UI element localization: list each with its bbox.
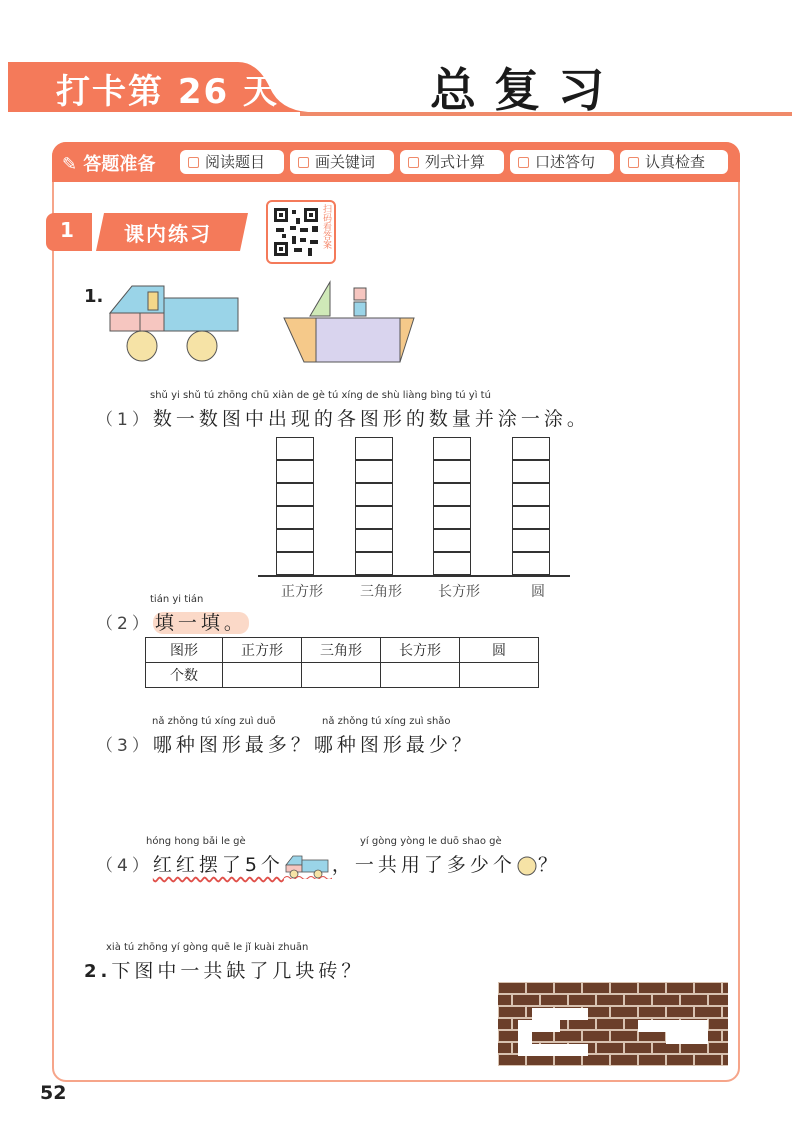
boat-sail-shape bbox=[310, 282, 330, 316]
brick bbox=[723, 1031, 729, 1042]
page-title: 总复习 bbox=[430, 63, 622, 117]
question-text: 红红摆了5个 bbox=[152, 854, 284, 876]
table-cell: 正方形 bbox=[223, 638, 302, 663]
sub-question-1 bbox=[96, 390, 590, 431]
brick bbox=[625, 1043, 652, 1054]
table-header-row bbox=[146, 638, 539, 663]
grid-cell[interactable] bbox=[276, 483, 314, 506]
sub-question-3 bbox=[96, 716, 475, 757]
brick bbox=[611, 1007, 638, 1018]
brick bbox=[695, 1007, 722, 1018]
boat-hull-shape bbox=[316, 318, 400, 362]
brick bbox=[667, 983, 694, 994]
brick bbox=[513, 995, 540, 1006]
brick bbox=[611, 1055, 638, 1066]
brick bbox=[681, 995, 708, 1006]
brick bbox=[569, 995, 596, 1006]
grid-cell[interactable] bbox=[512, 506, 550, 529]
brick bbox=[499, 1007, 526, 1018]
truck-icon bbox=[284, 853, 332, 879]
checkbox-icon bbox=[408, 157, 419, 168]
grid-cell[interactable] bbox=[355, 552, 393, 575]
brick bbox=[555, 983, 582, 994]
brick bbox=[583, 1031, 610, 1042]
grid-cell[interactable] bbox=[512, 529, 550, 552]
brick bbox=[723, 1007, 729, 1018]
category-label: 三角形 bbox=[360, 584, 402, 600]
grid-cell[interactable] bbox=[276, 552, 314, 575]
sub-question-4 bbox=[96, 836, 561, 879]
grid-cell[interactable] bbox=[276, 506, 314, 529]
prep-item-check[interactable]: 认真检查 bbox=[620, 150, 728, 174]
pinyin: nǎ zhǒng tú xíng zuì shǎo bbox=[322, 716, 451, 727]
brick bbox=[597, 1019, 624, 1030]
brick bbox=[498, 1019, 512, 1030]
day-label: 打卡第 26 天 bbox=[56, 72, 279, 112]
sub-label: （1） bbox=[96, 410, 153, 430]
boat-flag-shape bbox=[354, 288, 366, 300]
coloring-chart bbox=[258, 437, 570, 612]
chart-baseline bbox=[258, 575, 570, 577]
section-number: 1 bbox=[60, 218, 74, 242]
question-2 bbox=[84, 942, 364, 983]
grid-cell[interactable] bbox=[433, 529, 471, 552]
brick bbox=[639, 1031, 666, 1042]
brick bbox=[653, 995, 680, 1006]
brick bbox=[569, 1019, 596, 1030]
brick bbox=[597, 995, 624, 1006]
question-number: 2. bbox=[84, 961, 112, 982]
pinyin: tián yi tián bbox=[150, 594, 204, 605]
prep-label: ✎ 答题准备 bbox=[62, 154, 156, 175]
grid-cell[interactable] bbox=[433, 483, 471, 506]
brick bbox=[709, 995, 729, 1006]
brick bbox=[498, 1043, 512, 1054]
grid-cell[interactable] bbox=[512, 437, 550, 460]
brick bbox=[583, 1055, 610, 1066]
table-cell: 个数 bbox=[146, 663, 223, 688]
brick bbox=[667, 1007, 694, 1018]
truck-window-shape bbox=[148, 292, 158, 310]
answer-cell[interactable] bbox=[460, 663, 539, 688]
pinyin: nǎ zhǒng tú xíng zuì duō bbox=[152, 716, 276, 727]
grid-cell[interactable] bbox=[433, 460, 471, 483]
brick bbox=[527, 1055, 554, 1066]
answer-cell[interactable] bbox=[223, 663, 302, 688]
question-text: 下图中一共缺了几块砖？ bbox=[111, 960, 365, 982]
brick bbox=[723, 1055, 729, 1066]
brick bbox=[681, 1043, 708, 1054]
question-mark: ？ bbox=[537, 854, 561, 876]
grid-cell[interactable] bbox=[512, 460, 550, 483]
brick bbox=[709, 1019, 729, 1030]
grid-cell[interactable] bbox=[433, 506, 471, 529]
grid-cell[interactable] bbox=[355, 483, 393, 506]
grid-cell[interactable] bbox=[433, 437, 471, 460]
brick bbox=[541, 995, 568, 1006]
truck-box-shape bbox=[164, 298, 238, 331]
brick bbox=[639, 1055, 666, 1066]
pinyin: yí gòng yòng le duō shao gè bbox=[360, 836, 502, 847]
category-label: 正方形 bbox=[281, 584, 323, 600]
brick bbox=[667, 1055, 694, 1066]
pinyin: hóng hong bǎi le gè bbox=[146, 836, 246, 847]
brick bbox=[611, 983, 638, 994]
grid-cell[interactable] bbox=[276, 529, 314, 552]
brick bbox=[555, 1031, 582, 1042]
boat-hull-right-shape bbox=[400, 318, 414, 362]
checkbox-icon bbox=[298, 157, 309, 168]
checkbox-icon bbox=[628, 157, 639, 168]
section-title: 课内练习 bbox=[124, 222, 212, 246]
brick bbox=[653, 1043, 680, 1054]
circle-icon bbox=[516, 855, 538, 877]
pinyin: shǔ yi shǔ tú zhōng chū xiàn de gè tú xíng de shù liàng bìng tú yì tú bbox=[150, 390, 491, 401]
sub-question-2 bbox=[96, 594, 249, 635]
answer-cell[interactable] bbox=[302, 663, 381, 688]
grid-cell[interactable] bbox=[355, 529, 393, 552]
shapes-picture bbox=[104, 280, 422, 364]
brick bbox=[527, 983, 554, 994]
pencil-check-icon: ✎ bbox=[62, 154, 78, 175]
table-cell: 三角形 bbox=[302, 638, 381, 663]
table-row bbox=[146, 663, 539, 688]
grid-cell[interactable] bbox=[355, 460, 393, 483]
prep-item-read[interactable]: 阅读题目 bbox=[180, 150, 284, 174]
boat-hull-left-shape bbox=[284, 318, 316, 362]
truck-wheel-shape bbox=[187, 331, 217, 361]
prep-item-answer[interactable]: 口述答句 bbox=[510, 150, 614, 174]
sub-label: （2） bbox=[96, 614, 153, 634]
category-label: 长方形 bbox=[438, 584, 480, 600]
table-cell: 长方形 bbox=[381, 638, 460, 663]
brick bbox=[709, 1043, 729, 1054]
prep-item-mark[interactable]: 画关键词 bbox=[290, 150, 394, 174]
brick bbox=[695, 1055, 722, 1066]
count-table bbox=[145, 637, 539, 688]
answer-cell[interactable] bbox=[381, 663, 460, 688]
brick bbox=[499, 1055, 526, 1066]
pinyin: xià tú zhōng yí gòng quē le jǐ kuài zhuān bbox=[106, 942, 309, 953]
question-text: 哪种图形最少？ bbox=[313, 734, 475, 756]
brick bbox=[611, 1031, 638, 1042]
grid-cell[interactable] bbox=[276, 460, 314, 483]
question-number: 1. bbox=[84, 286, 104, 307]
brick bbox=[723, 983, 729, 994]
grid-cell[interactable] bbox=[433, 552, 471, 575]
table-cell: 图形 bbox=[146, 638, 223, 663]
qr-caption: 扫码看答案 bbox=[321, 204, 331, 249]
sub-label: （3） bbox=[96, 736, 153, 756]
brick bbox=[555, 1055, 582, 1066]
brick-wall-picture bbox=[498, 982, 728, 1066]
brick bbox=[498, 995, 512, 1006]
question-text: 数一数图中出现的各图形的数量并涂一涂。 bbox=[152, 408, 590, 430]
checkbox-icon bbox=[518, 157, 529, 168]
category-label: 圆 bbox=[531, 584, 545, 600]
table-cell: 圆 bbox=[460, 638, 539, 663]
question-text: 填一填。 bbox=[154, 612, 247, 634]
grid-cell[interactable] bbox=[355, 506, 393, 529]
grid-cell[interactable] bbox=[276, 437, 314, 460]
grid-cell[interactable] bbox=[512, 483, 550, 506]
truck-wheel-shape bbox=[127, 331, 157, 361]
brick bbox=[639, 983, 666, 994]
checkbox-icon bbox=[188, 157, 199, 168]
sub-label: （4） bbox=[96, 856, 153, 876]
grid-cell[interactable] bbox=[512, 552, 550, 575]
question-text: 哪种图形最多？ bbox=[152, 734, 314, 756]
grid-cell[interactable] bbox=[355, 437, 393, 460]
brick bbox=[597, 1043, 624, 1054]
truck-bumper-shape bbox=[110, 313, 140, 331]
question-text: ，一共用了多少个 bbox=[331, 854, 516, 876]
brick bbox=[695, 983, 722, 994]
brick bbox=[625, 995, 652, 1006]
brick bbox=[499, 983, 526, 994]
brick bbox=[583, 983, 610, 994]
prep-item-calc[interactable]: 列式计算 bbox=[400, 150, 504, 174]
page-number: 52 bbox=[40, 1082, 67, 1104]
brick bbox=[639, 1007, 666, 1018]
